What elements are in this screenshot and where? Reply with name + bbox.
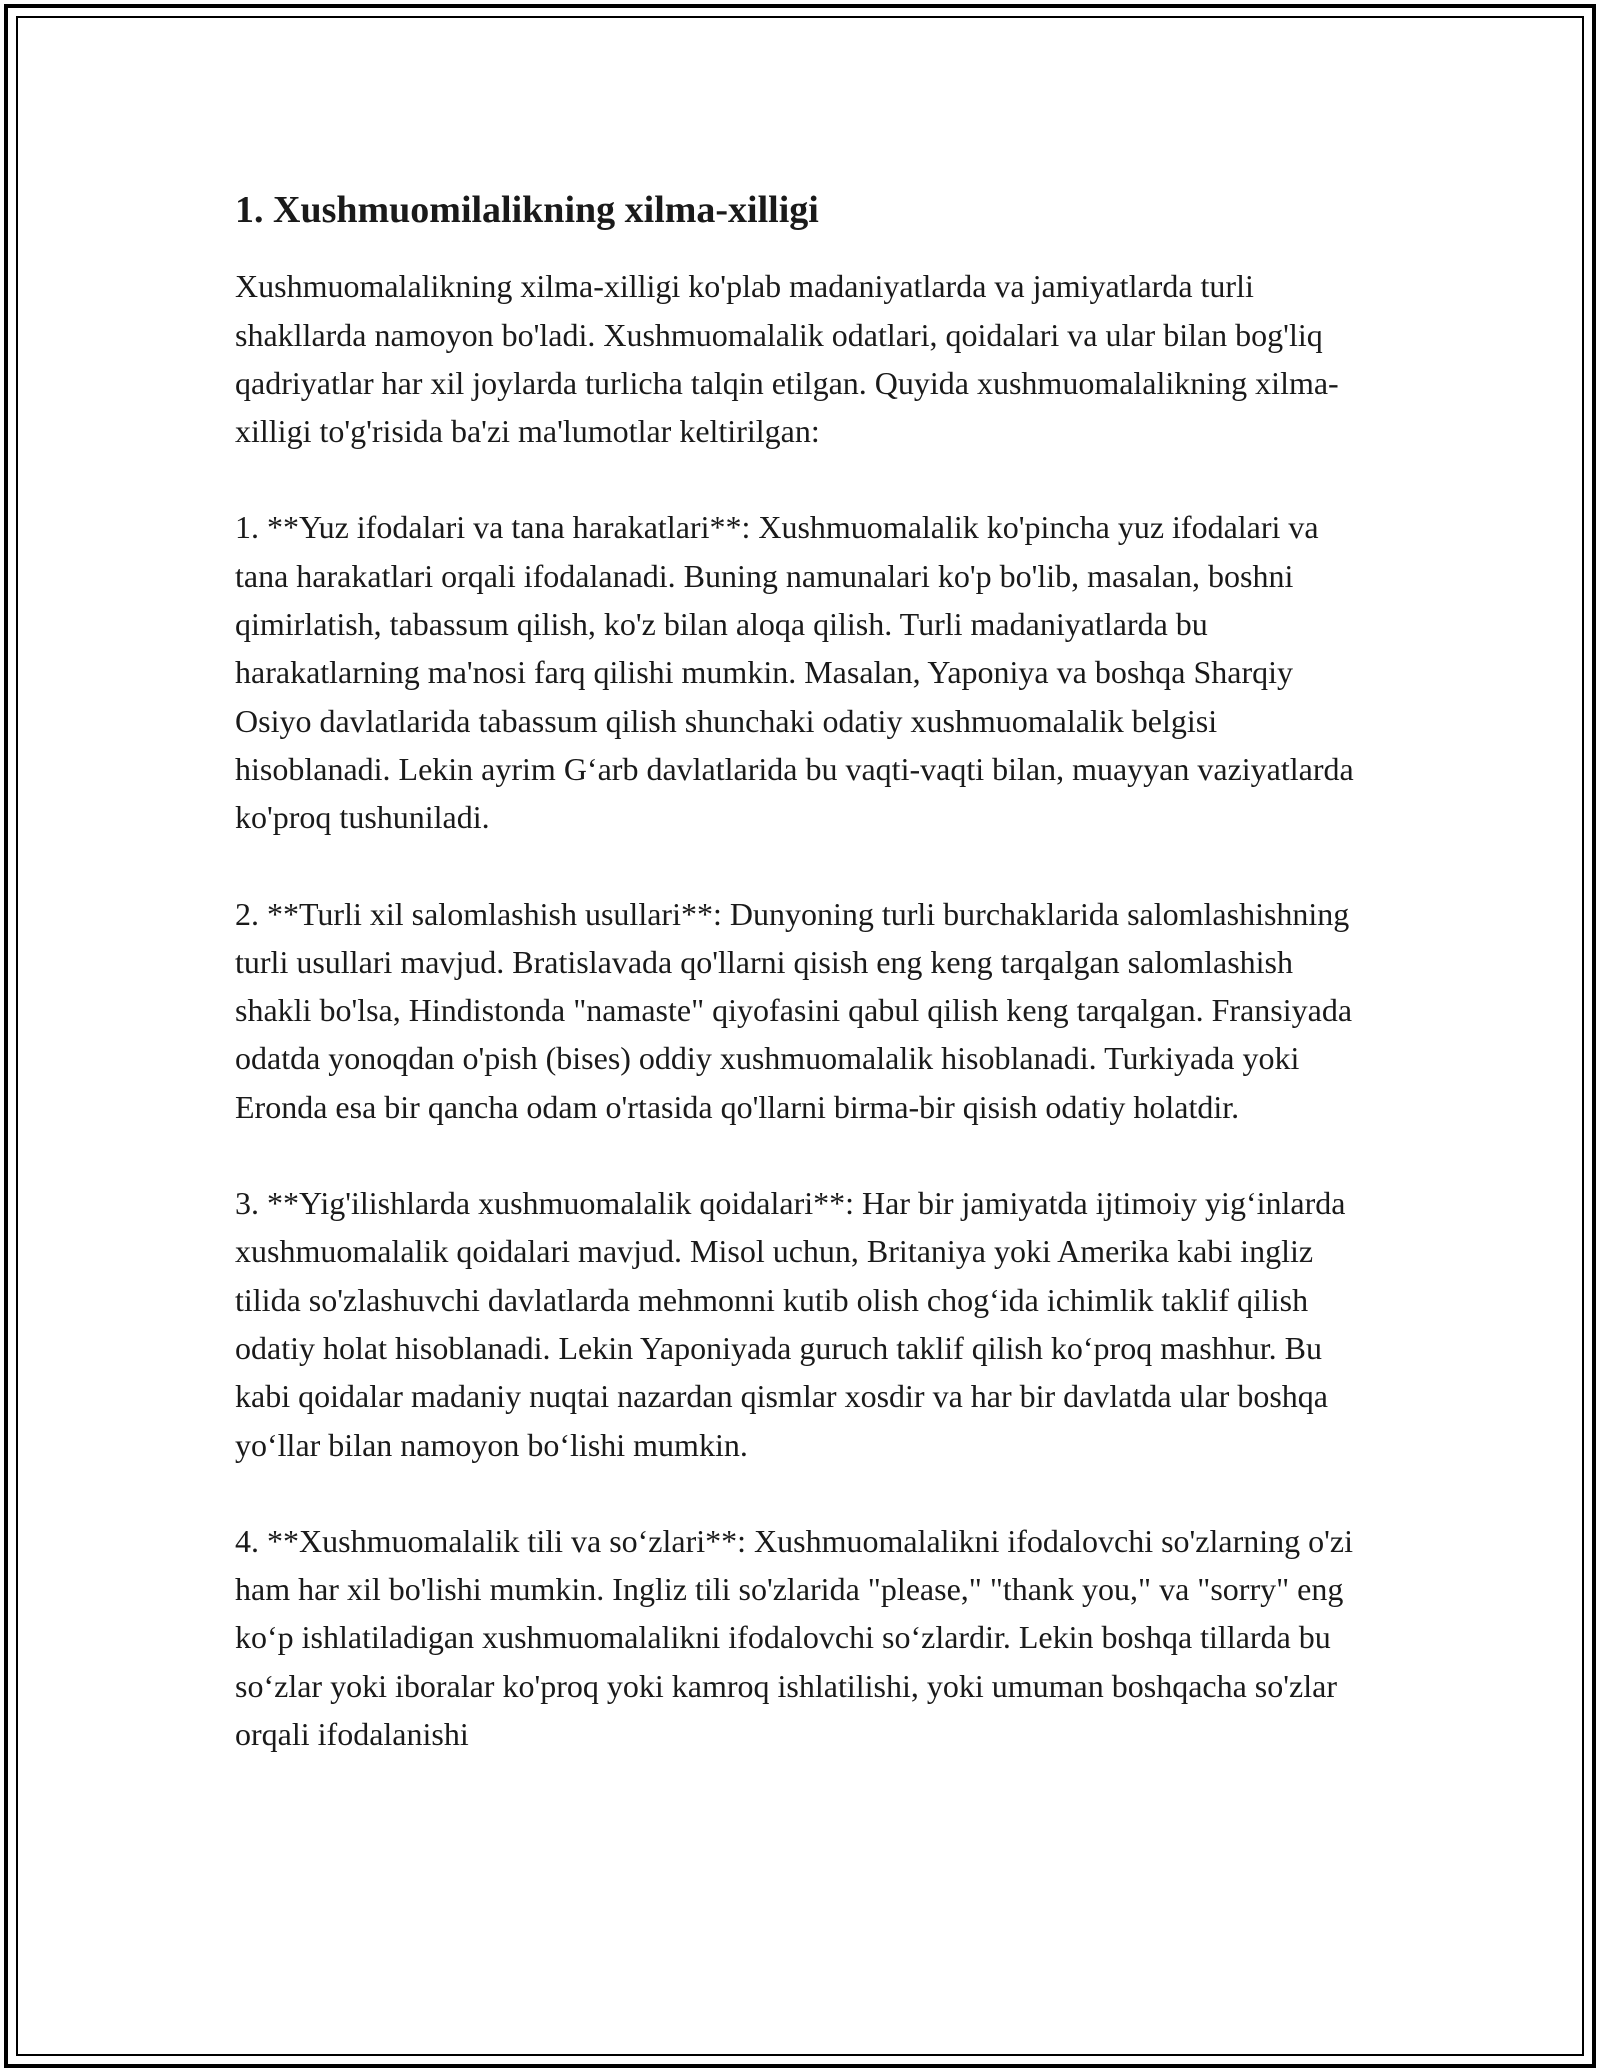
document-title: 1. Xushmuomilalikning xilma-xilligi bbox=[235, 189, 819, 231]
paragraph-intro: Xushmuomalalikning xilma-xilligi ko'plab madaniyatlarda va jamiyatlarda turli shakllarda namoyon bo'ladi. Xushmuomalalik odatlari, qoidalari va ular bilan bog'liq qadriyatlar har xil joylarda turlicha talqin etilgan. Quyida xushmuomalalikning xilma-xilligi to'g'risida ba'zi ma'lumotlar keltirilgan: bbox=[235, 268, 1339, 450]
paragraph-facial-expressions: 1. **Yuz ifodalari va tana harakatlari**: Xushmuomalalik ko'pincha yuz ifodalari va tana harakatlari orqali ifodalanadi. Buning namunalari ko'p bo'lib, masalan, boshni qimirlatish, tabassum qilish, ko'z bilan aloqa qilish. Turli madaniyatlarda bu harakatlarning ma'nosi farq qilishi mumkin. Masalan, Yaponiya va boshqa Sharqiy Osiyo davlatlarida tabassum qilish shunchaki odatiy xushmuomalalik belgisi hisoblanadi. Lekin ayrim G‘arb davlatlarida bu vaqti-vaqti bilan, muayyan vaziyatlarda ko'proq tushuniladi. bbox=[235, 509, 1354, 836]
paragraph-polite-language: 4. **Xushmuomalalik tili va so‘zlari**: Xushmuomalalikni ifodalovchi so'zlarning o'zi ham har xil bo'lishi mumkin. Ingliz tili so'zlarida "please," "thank you," va "sorry" eng ko‘p ishlatiladigan xushmuomalalikni ifodalovchi so‘zlardir. Lekin boshqa tillarda bu so‘zlar yoki iboralar ko'proq yoki kamroq ishlatilishi, yoki umuman boshqacha so'zlar orqali ifodalanishi bbox=[235, 1522, 1353, 1753]
document-body bbox=[235, 185, 1375, 1758]
paragraph-gathering-rules: 3. **Yig'ilishlarda xushmuomalalik qoidalari**: Har bir jamiyatda ijtimoiy yig‘inlarda xushmuomalalik qoidalari mavjud. Misol uchun, Britaniya yoki Amerika kabi ingliz tilida so'zlashuvchi davlatlarda mehmonni kutib olish chog‘ida ichimlik taklif qilish odatiy holat hisoblanadi. Lekin Yaponiyada guruch taklif qilish ko‘proq mashhur. Bu kabi qoidalar madaniy nuqtai nazardan qismlar xosdir va har bir davlatda ular boshqa yo‘llar bilan namoyon bo‘lishi mumkin. bbox=[235, 1185, 1346, 1463]
paragraph-greetings: 2. **Turli xil salomlashish usullari**: Dunyoning turli burchaklarida salomlashishning turli usullari mavjud. Bratislavada qo'llarni qisish eng keng tarqalgan salomlashish shakli bo'lsa, Hindistonda "namaste" qiyofasini qabul qilish keng tarqalgan. Fransiyada odatda yonoqdan o'pish (bises) oddiy xushmuomalalik hisoblanadi. Turkiyada yoki Eronda esa bir qancha odam o'rtasida qo'llarni birma-bir qisish odatiy holatdir. bbox=[235, 895, 1353, 1125]
